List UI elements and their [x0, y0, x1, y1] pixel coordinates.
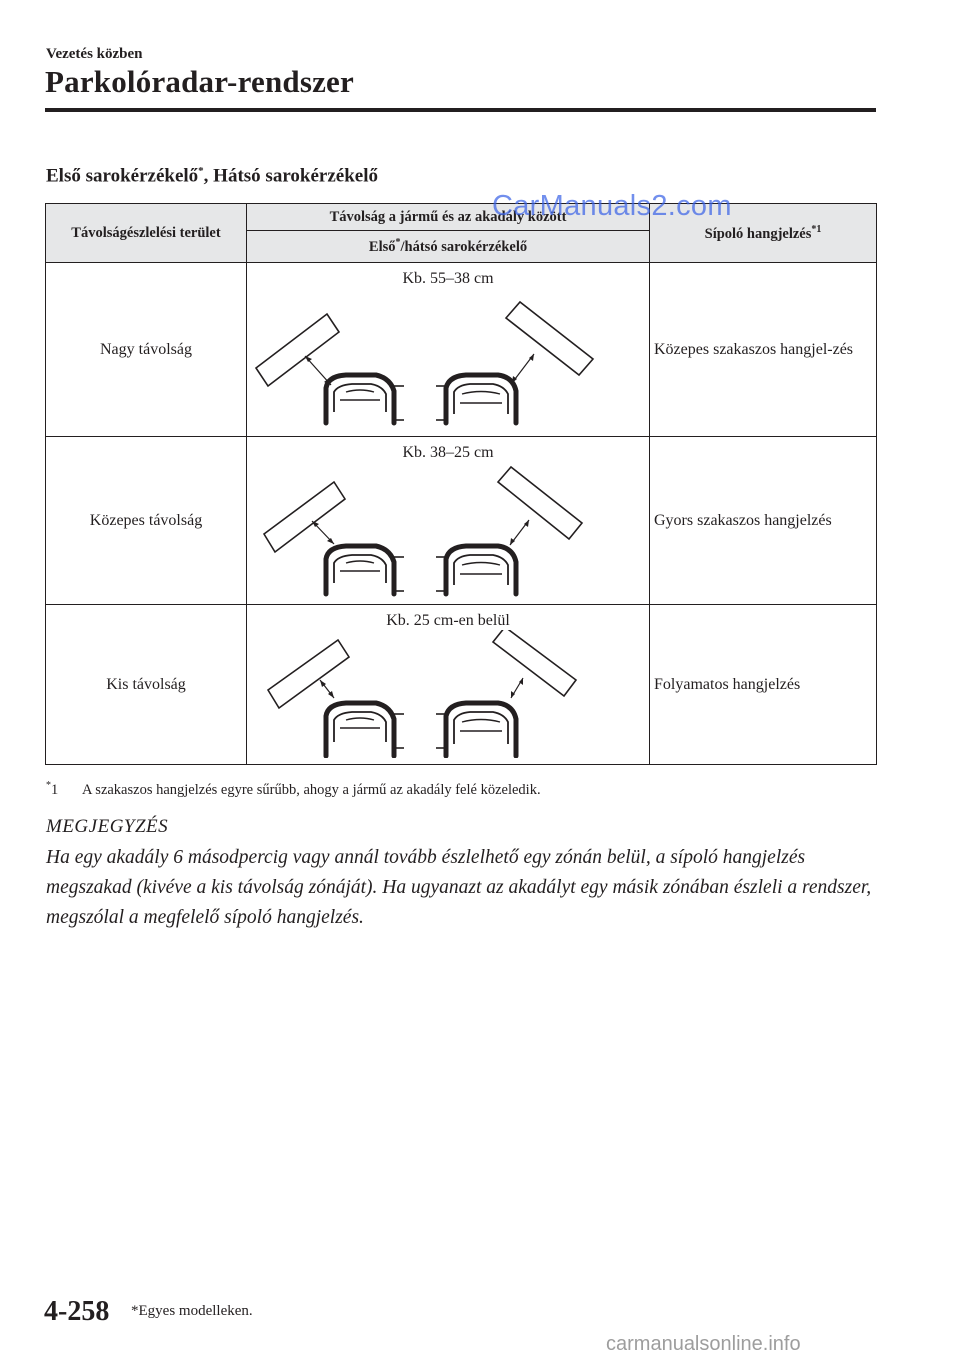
beep-cell: Folyamatos hangjelzés: [650, 605, 877, 765]
table-row: [46, 263, 877, 437]
col-header-beep-sup: *1: [811, 223, 822, 235]
obstacle-left: [264, 482, 345, 552]
table-footnote: [46, 780, 541, 799]
col-header-zone: Távolságészlelési terület: [46, 204, 247, 263]
footer-site-watermark: carmanualsonline.info: [606, 1333, 801, 1355]
diagram-cell: [247, 263, 650, 437]
col-header-distance: Távolság a jármű és az akadály között: [247, 204, 650, 231]
range-label: Kb. 38–25 cm: [402, 444, 494, 461]
diagram-cell: [247, 605, 650, 765]
distance-arrow-right: [510, 520, 529, 545]
zone-cell: Kis távolság: [46, 605, 247, 765]
car-rear-icon: [436, 703, 516, 756]
page-footnote: *Egyes modelleken.: [131, 1303, 253, 1319]
obstacle-right: [493, 630, 576, 696]
obstacle-right: [498, 467, 582, 539]
car-front-icon: [326, 703, 404, 756]
watermark: CarManuals2.com: [492, 190, 732, 222]
table-row: [46, 437, 877, 605]
zone-cell: Nagy távolság: [46, 263, 247, 437]
car-front-icon: [326, 546, 404, 594]
car-front-icon: [326, 375, 404, 423]
range-label: Kb. 55–38 cm: [402, 270, 494, 287]
footnote-marker: [46, 780, 82, 799]
footnote-number: 1: [51, 781, 59, 798]
footnote-star: *: [46, 780, 51, 791]
col-header-sensor-front: Első: [368, 238, 396, 255]
col-header-sensor: [247, 231, 650, 263]
sensor-diagram: [248, 630, 648, 758]
distance-arrow-right: [511, 678, 523, 698]
beep-cell: Gyors szakaszos hangjelzés: [650, 437, 877, 605]
obstacle-right: [506, 302, 593, 375]
range-label: Kb. 25 cm-en belül: [386, 612, 510, 629]
beep-cell: Közepes szakaszos hangjel-zés: [650, 263, 877, 437]
page-title: Parkolóradar-rendszer: [45, 64, 354, 99]
table-heading: [46, 165, 378, 187]
sensor-diagram: [248, 288, 648, 428]
obstacle-left: [256, 314, 339, 386]
distance-arrow-left: [312, 521, 334, 544]
section-label: Vezetés közben: [46, 46, 143, 62]
col-header-sensor-star: *: [395, 237, 401, 249]
page-number: 4-258: [44, 1296, 110, 1327]
sensor-table: [45, 203, 877, 765]
car-rear-icon: [436, 546, 516, 594]
footnote-text: A szakaszos hangjelzés egyre sűrűbb, ahogy a jármű az akadály felé közeledik.: [82, 781, 541, 798]
distance-arrow-left: [320, 680, 334, 698]
title-rule: [45, 108, 876, 112]
table-row: [46, 605, 877, 765]
note-heading: MEGJEGYZÉS: [46, 816, 169, 837]
diagram-cell: [247, 437, 650, 605]
car-rear-icon: [436, 375, 516, 423]
obstacle-left: [268, 640, 349, 708]
col-header-beep-label: Sípoló hangjelzés: [704, 225, 812, 242]
table-heading-rest: , Hátsó sarokérzékelő: [203, 165, 378, 187]
col-header-sensor-rest: /hátsó sarokérzékelő: [400, 238, 528, 255]
distance-arrow-right: [512, 354, 534, 383]
table-heading-asterisk: *: [198, 165, 204, 177]
note-body: Ha egy akadály 6 másodpercig vagy annál tovább észlelhető egy zónán belül, a sípoló hangjelzés megszakad (kivéve a kis távolság zónáját). Ha ugyanazt az akadályt egy másik zónában észleli a rendszer, megszólal a megfelelő sípoló hangjelzés.: [46, 847, 872, 928]
zone-cell: Közepes távolság: [46, 437, 247, 605]
table-heading-main: Első sarokérzékelő: [46, 165, 199, 187]
sensor-diagram: [248, 462, 648, 598]
